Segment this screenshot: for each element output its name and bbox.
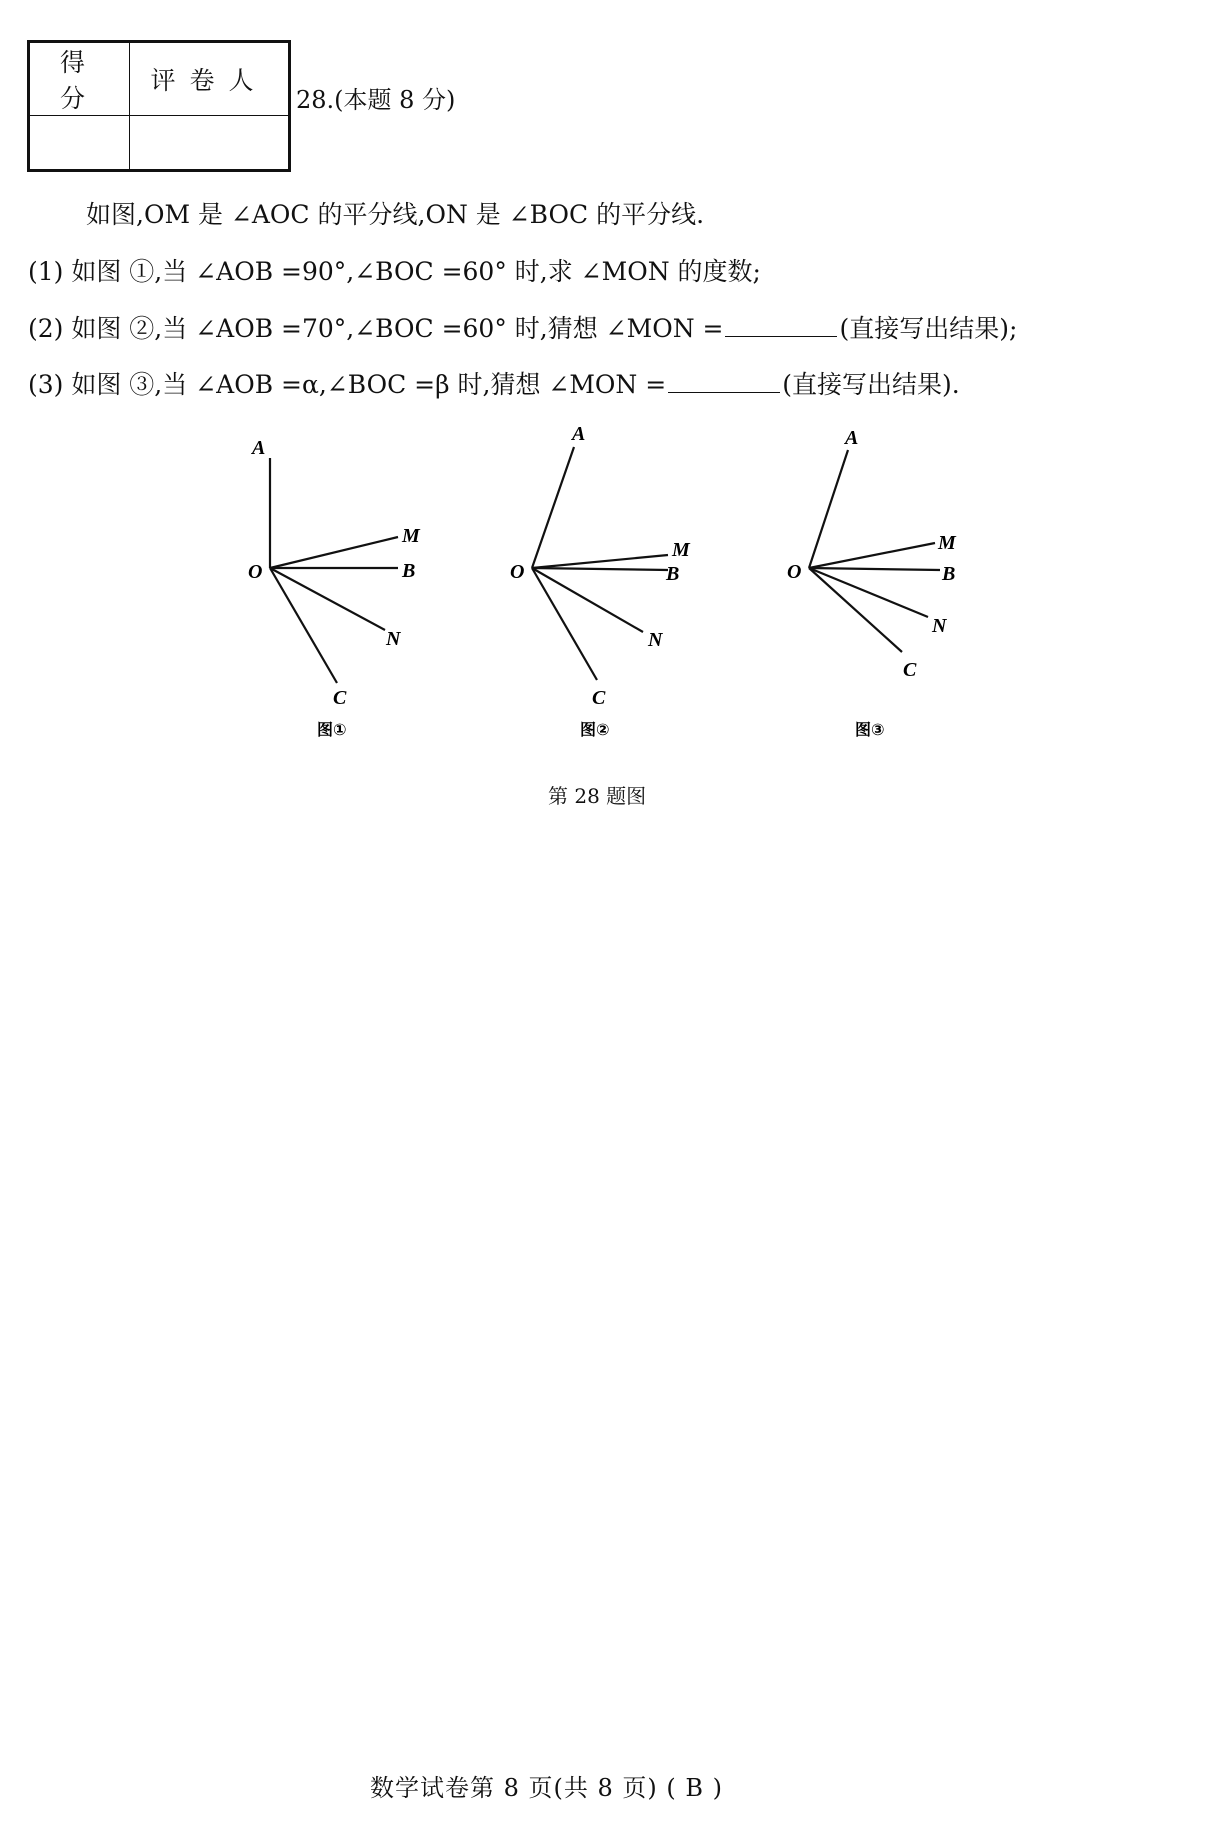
caption-figure-3: 图③ xyxy=(855,720,885,739)
label-c-1: C xyxy=(333,687,347,709)
label-n-2: N xyxy=(648,629,663,651)
page-footer: 数学试卷第 8 页(共 8 页) ( B ) xyxy=(370,1774,724,1802)
label-b-3: B xyxy=(942,563,956,585)
part-3-suffix: (直接写出结果). xyxy=(782,370,960,399)
figure-3 xyxy=(809,450,940,652)
part-3-text: (3) 如图 ③,当 ∠AOB =α,∠BOC =β 时,猜想 ∠MON = xyxy=(28,370,667,399)
label-n-3: N xyxy=(932,615,947,637)
ray-oa-2 xyxy=(532,447,574,568)
caption-figure-1: 图① xyxy=(317,720,347,739)
question-intro: 如图,OM 是 ∠AOC 的平分线,ON 是 ∠BOC 的平分线. xyxy=(86,200,705,229)
score-header: 得 分 xyxy=(29,42,130,116)
label-m-3: M xyxy=(938,532,956,554)
question-number: 28.(本题 8 分) xyxy=(296,86,456,114)
ray-ob-3 xyxy=(809,568,940,570)
ray-on-3 xyxy=(809,568,928,617)
label-a-2: A xyxy=(572,423,586,445)
ray-oa-3 xyxy=(809,450,848,568)
ray-oc-2 xyxy=(532,568,597,680)
part-2-suffix: (直接写出结果); xyxy=(839,314,1018,343)
question-part-1: (1) 如图 ①,当 ∠AOB =90°,∠BOC =60° 时,求 ∠MON 的度数; xyxy=(28,257,761,286)
grader-header: 评卷人 xyxy=(130,42,290,116)
figure-title: 第 28 题图 xyxy=(548,784,647,808)
label-c-3: C xyxy=(903,659,917,681)
ray-ob-2 xyxy=(532,568,668,570)
label-o-3: O xyxy=(787,561,802,583)
part-2-text: (2) 如图 ②,当 ∠AOB =70°,∠BOC =60° 时,猜想 ∠MON = xyxy=(28,314,724,343)
ray-om-1 xyxy=(270,537,398,568)
label-n-1: N xyxy=(386,628,401,650)
label-a-1: A xyxy=(252,437,266,459)
label-c-2: C xyxy=(592,687,606,709)
label-b-2: B xyxy=(666,563,680,585)
ray-oc-3 xyxy=(809,568,902,652)
label-a-3: A xyxy=(845,427,859,449)
ray-on-2 xyxy=(532,568,643,632)
label-o-1: O xyxy=(248,561,263,583)
label-m-1: M xyxy=(402,525,420,547)
label-m-2: M xyxy=(672,539,690,561)
label-o-2: O xyxy=(510,561,525,583)
figures-diagram xyxy=(0,0,1220,800)
figure-1 xyxy=(270,458,398,683)
ray-om-2 xyxy=(532,555,668,568)
label-b-1: B xyxy=(402,560,416,582)
ray-om-3 xyxy=(809,543,935,568)
caption-figure-2: 图② xyxy=(580,720,610,739)
